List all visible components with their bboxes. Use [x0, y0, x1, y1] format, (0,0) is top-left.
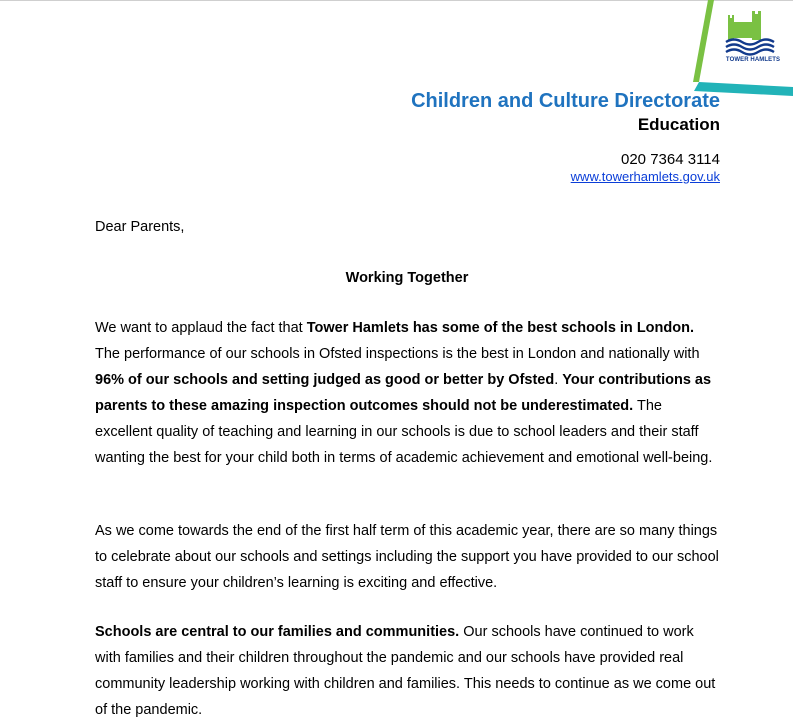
letter-title: Working Together	[345, 270, 469, 286]
website-link[interactable]: www.towerhamlets.gov.uk	[570, 169, 720, 184]
paragraph-3: Schools are central to our families and communities. Our schools have continued to work with families and their children throughout the pandemic and our schools have provided real community leadership working with children and families. This needs to continue as we come out of the pandemic.	[95, 624, 716, 718]
page-top-edge	[0, 0, 793, 1]
paragraph-1: We want to applaud the fact that Tower Hamlets has some of the best schools in London. The performance of our schools in Ofsted inspections is the best in London and nationally with 96% of our schools and setting judged as good or better by Ofsted. Your contributions as parents to these amazing inspection outcomes should not be underestimated. The excellent quality of teaching and learning in our schools is due to school leaders and their staff wanting the best for your child both in terms of academic achievement and emotional well-being.	[95, 320, 713, 466]
directorate-name: Children and Culture Directorate	[411, 90, 720, 112]
department-name: Education	[637, 115, 720, 134]
salutation: Dear Parents,	[95, 219, 185, 235]
phone-number: 020 7364 3114	[621, 151, 720, 168]
logo-wordmark: TOWER HAMLETS	[725, 57, 781, 63]
paragraph-2: As we come towards the end of the first half term of this academic year, there are so many things to celebrate about our schools and settings including the support you have provided to our school staff to ensure your children’s learning is exciting and effective.	[95, 523, 719, 591]
tower-hamlets-logo	[690, 0, 793, 100]
